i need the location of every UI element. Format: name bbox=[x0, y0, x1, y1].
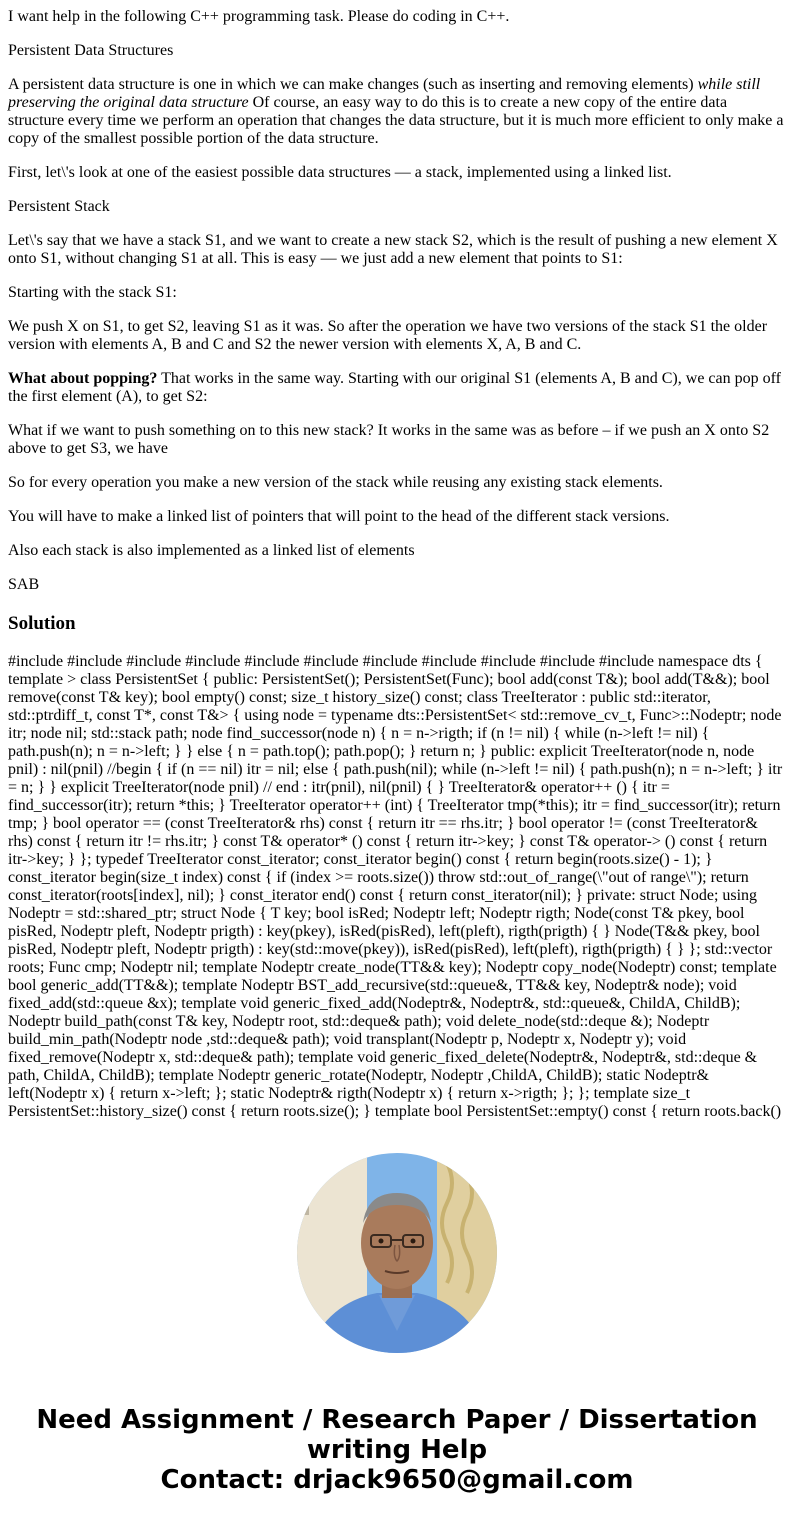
paragraph-linked-list-elements: Also each stack is also implemented as a linked list of elements bbox=[8, 542, 415, 559]
paragraph-push-again: What if we want to push something on to this new stack? It works in the same was as before – if we push an X onto S2 above to get S3, we have bbox=[8, 422, 770, 457]
banner-contact-email: Contact: drjack9650@gmail.com bbox=[160, 1465, 634, 1495]
paragraph-every-operation: So for every operation you make a new version of the stack while reusing any existing stack elements. bbox=[8, 474, 663, 491]
paragraph-popping bbox=[8, 370, 786, 406]
emphasis-text: while still preserving the original data structure bbox=[8, 76, 761, 111]
contact-banner bbox=[0, 1405, 794, 1495]
paragraph-push-result: We push X on S1, to get S2, leaving S1 as it was. So after the operation we have two versions of the stack S1 the older version with elements A, B and C and S2 the newer version with elements X, A, B and C. bbox=[8, 318, 768, 353]
intro-text: I want help in the following C++ programming task. Please do coding in C++. bbox=[8, 8, 510, 25]
banner-line-2: writing Help bbox=[306, 1435, 488, 1465]
paragraph-text: That works in the same way. Starting with our original S1 (elements A, B and C), we can pop off the first element (A), to get S2: bbox=[8, 370, 781, 405]
author-avatar bbox=[297, 1153, 497, 1353]
paragraph-text: Of course, an easy way to do this is to create a new copy of the entire data structure every time we perform an operation that changes the data structure, but it is much more efficient to only make a copy of the smallest possible portion of the data structure. bbox=[8, 94, 784, 147]
paragraph-push-intro: Let\'s say that we have a stack S1, and we want to create a new stack S2, which is the result of pushing a new element X onto S1, without changing S1 at all. This is easy — we just add a new element that points to S1: bbox=[8, 232, 778, 267]
heading-persistent-data-structures: Persistent Data Structures bbox=[8, 42, 174, 59]
paragraph-definition bbox=[8, 76, 786, 148]
signature: SAB bbox=[8, 576, 40, 593]
heading-persistent-stack: Persistent Stack bbox=[8, 198, 110, 215]
person-photo-icon bbox=[297, 1153, 497, 1353]
banner-line-1: Need Assignment / Research Paper / Dissertation bbox=[36, 1405, 758, 1435]
solution-code: #include #include #include #include #include #include #include #include #include #include #include namespace dts { template > class PersistentSet { public: PersistentSet(); PersistentSet(Func); bool add(const T&); bool add(T&&); bool remove(const T& key); bool empty() const; size_t history_size() const; class TreeIterator : public std::iterator, std::ptrdiff_t, const T*, const T&> { using node = typename dts::PersistentSet< std::remove_cv_t, Func>::Nodeptr; node itr; node nil; std::stack path; node find_successor(node n) { n = n->rigth; if (n != nil) { while (n->left != nil) { path.push(n); n = n->left; } } else { n = path.top(); path.pop(); } return n; } public: explicit TreeIterator(node n, node pnil) : nil(pnil) //begin { if (n == nil) itr = nil; else { path.push(nil); while (n->left != nil) { path.push(n); n = n->left; } itr = n; } } explicit TreeIterator(node pnil) // end : itr(pnil), nil(pnil) { } TreeIterator& operator++ () { itr = find_successor(itr); return *this; } TreeIterator operator++ (int) { TreeIterator tmp(*this); itr = find_successor(itr); return tmp; } bool operator == (const TreeIterator& rhs) const { return itr == rhs.itr; } bool operator != (const TreeIterator& rhs) const { return itr != rhs.itr; } const T& operator* () const { return itr->key; } const T& operator-> () const { return itr->key; } }; typedef TreeIterator const_iterator; const_iterator begin() const { return begin(roots.size() - 1); } const_iterator begin(size_t index) const { if (index >= roots.size()) throw std::out_of_range(\"out of range\"); return const_iterator(roots[index], nil); } const_iterator end() const { return const_iterator(nil); } private: struct Node; using Nodeptr = std::shared_ptr; struct Node { T key; bool isRed; Nodeptr left; Nodeptr rigth; Node(const T& pkey, bool pisRed, Nodeptr pleft, Nodeptr prigth) : key(pkey), isRed(pisRed), left(pleft), rigth(prigth) { } Node(T&& pkey, bool pisRed, Nodeptr pleft, Nodeptr prigth) : key(std::move(pkey)), isRed(pisRed), left(pleft), rigth(prigth) { } }; std::vector roots; Func cmp; Nodeptr nil; template Nodeptr create_node(TT&& key); Nodeptr copy_node(Nodeptr) const; template bool generic_add(TT&&); template Nodeptr BST_add_recursive(std::queue&, TT&& key, Nodeptr& node); void fixed_add(std::queue &x); template void generic_fixed_add(Nodeptr&, Nodeptr&, std::queue&, ChildA, ChildB); Nodeptr build_path(const T& key, Nodeptr root, std::deque& path); void delete_node(std::deque &); Nodeptr build_min_path(Nodeptr node ,std::deque& path); void transplant(Nodeptr p, Nodeptr x, Nodeptr y); void fixed_remove(Nodeptr x, std::deque& path); template void generic_fixed_delete(Nodeptr&, Nodeptr&, std::deque & path, ChildA, ChildB); template Nodeptr generic_rotate(Nodeptr, Nodeptr ,ChildA, ChildB); static Nodeptr& left(Nodeptr x) { return x->left; }; static Nodeptr& rigth(Nodeptr x) { return x->rigth; }; }; template size_t PersistentSet::history_size() const { return roots.size(); } template bool PersistentSet::empty() const { return roots.back() bbox=[8, 653, 783, 1120]
paragraph-first: First, let\'s look at one of the easiest possible data structures — a stack, implemented using a linked list. bbox=[8, 164, 672, 181]
bold-text: What about popping? bbox=[8, 370, 158, 387]
paragraph-text: A persistent data structure is one in which we can make changes (such as inserting and removing elements) bbox=[8, 76, 698, 93]
solution-heading: Solution bbox=[8, 613, 76, 634]
paragraph-linked-list-pointers: You will have to make a linked list of pointers that will point to the head of the different stack versions. bbox=[8, 508, 670, 525]
paragraph-starting: Starting with the stack S1: bbox=[8, 284, 177, 301]
